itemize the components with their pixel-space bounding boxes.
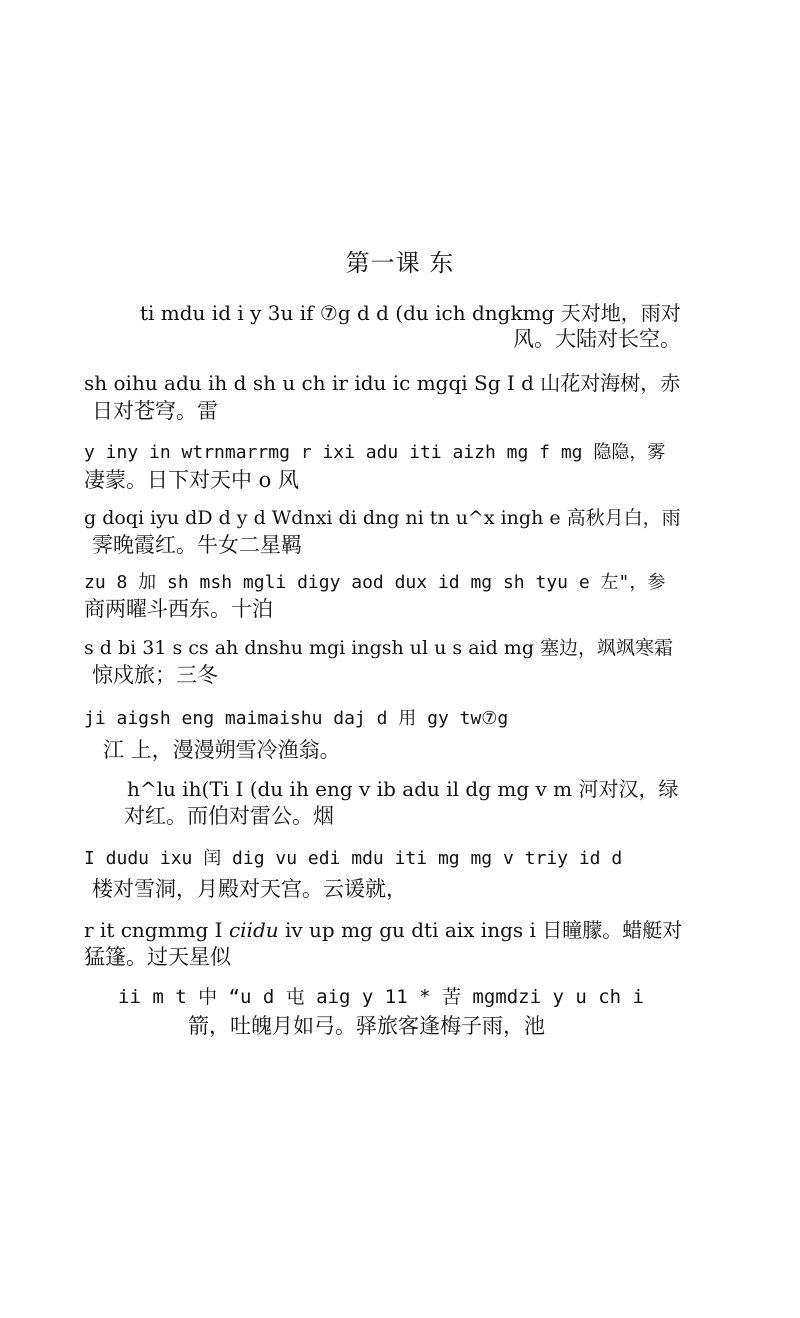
- text-line: g doqi iyu dD d y d Wdnxi di dng ni tn u^x ingh e 高秋月白，雨: [84, 507, 681, 529]
- italic-span: ciidu: [228, 918, 279, 942]
- text-line: 凄蒙。日下对天中 o 风: [84, 468, 299, 492]
- lesson-title: 第一课 东: [345, 249, 455, 277]
- text-line: 江 上，漫漫朔雪冷渔翁。: [103, 738, 341, 762]
- text-line: 惊戍旅；三冬: [92, 663, 218, 687]
- text-line: y iny in wtrnmarrmg r ixi adu iti aizh mg f mg 隐隐，雾: [84, 442, 666, 463]
- text-line: 风。大陆对长空。: [513, 327, 681, 351]
- text-line: sh oihu adu ih d sh u ch ir idu ic mgqi Sg I d 山花对海树，赤: [84, 371, 681, 395]
- text-line: 楼对雪洞，月殿对天宫。云谖就，: [92, 877, 407, 901]
- text-span: r it cngmmg I: [84, 918, 229, 942]
- text-line: ti mdu id i y 3u if ⑦g d d (du ich dngkmg 天对地，雨对: [140, 301, 681, 325]
- text-line: 箭，吐魄月如弓。驿旅客逢梅子雨，池: [188, 1014, 545, 1038]
- text-line: 霁晚霞红。牛女二星羁: [92, 533, 302, 557]
- text-line: 对红。而伯对雷公。烟: [124, 804, 334, 828]
- text-line: 商两曜斗西东。十泊: [84, 597, 273, 621]
- text-line: I dudu ixu 闰 dig vu edi mdu iti mg mg v triy id d: [84, 848, 623, 869]
- text-line: zu 8 加 sh msh mgli digy aod dux id mg sh tyu e 左"，参: [84, 572, 666, 593]
- text-line: ji aigsh eng maimaishu daj d 用 gy tw⑦g: [84, 708, 509, 729]
- text-span: iv up mg gu dti aix ings i 日瞳朦。蜡艇对: [278, 918, 683, 942]
- text-line: 猛篷。过天星似: [84, 945, 231, 969]
- text-line: h^lu ih(Ti I (du ih eng v ib adu il dg mg v m 河对汉，绿: [127, 777, 679, 801]
- text-line: ii m t 中 “u d 屯 aig y 11 * 苦 mgmdzi y u ch i: [118, 986, 644, 1008]
- text-line: 日对苍穹。雷: [92, 399, 218, 423]
- text-line: s d bi 31 s cs ah dnshu mgi ingsh ul u s aid mg 塞边，飒飒寒霜: [84, 637, 674, 659]
- text-line: [84, 917, 682, 943]
